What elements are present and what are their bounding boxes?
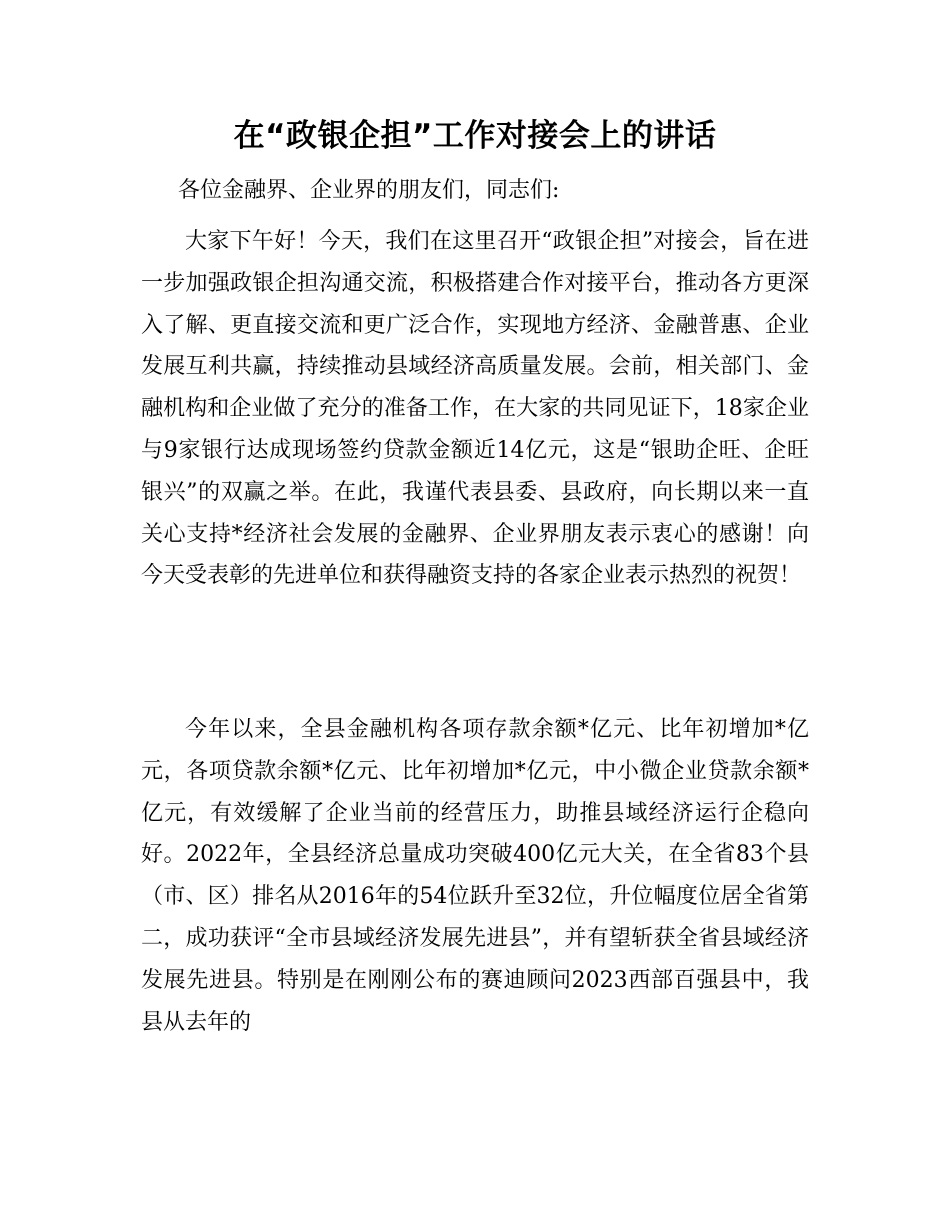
salutation: 各位金融界、企业界的朋友们，同志们: — [178, 178, 560, 203]
body-paragraph-2: 今年以来，全县金融机构各项存款余额*亿元、比年初增加*亿元，各项贷款余额*亿元、比年初增加*亿元，中小微企业贷款余额*亿元，有效缓解了企业当前的经营压力，助推县域经济运行企稳向好。2022年，全县经济总量成功突破400亿元大关，在全省83个县（市、区）排名从2016年的54位跃升至32位，升位幅度位居全省第二，成功获评“全市县域经济发展先进县”，并有望斩获全省县域经济发展先进县。特别是在刚刚公布的赛迪顾问2023西部百强县中，我县从去年的 — [141, 717, 809, 1035]
document-title: 在“政银企担”工作对接会上的讲话 — [233, 118, 717, 154]
body-paragraph-1: 大家下午好！今天，我们在这里召开“政银企担”对接会，旨在进一步加强政银企担沟通交流，积极搭建合作对接平台，推动各方更深入了解、更直接交流和更广泛合作，实现地方经济、金融普惠、企业发展互利共赢，持续推动县域经济高质量发展。会前，相关部门、金融机构和企业做了充分的准备工作，在大家的共同见证下，18家企业与9家银行达成现场签约贷款金额近14亿元，这是“银助企旺、企旺银兴”的双赢之举。在此，我谨代表县委、县政府，向长期以来一直关心支持*经济社会发展的金融界、企业界朋友表示衷心的感谢！向今天受表彰的先进单位和获得融资支持的各家企业表示热烈的祝贺！ — [141, 229, 809, 589]
